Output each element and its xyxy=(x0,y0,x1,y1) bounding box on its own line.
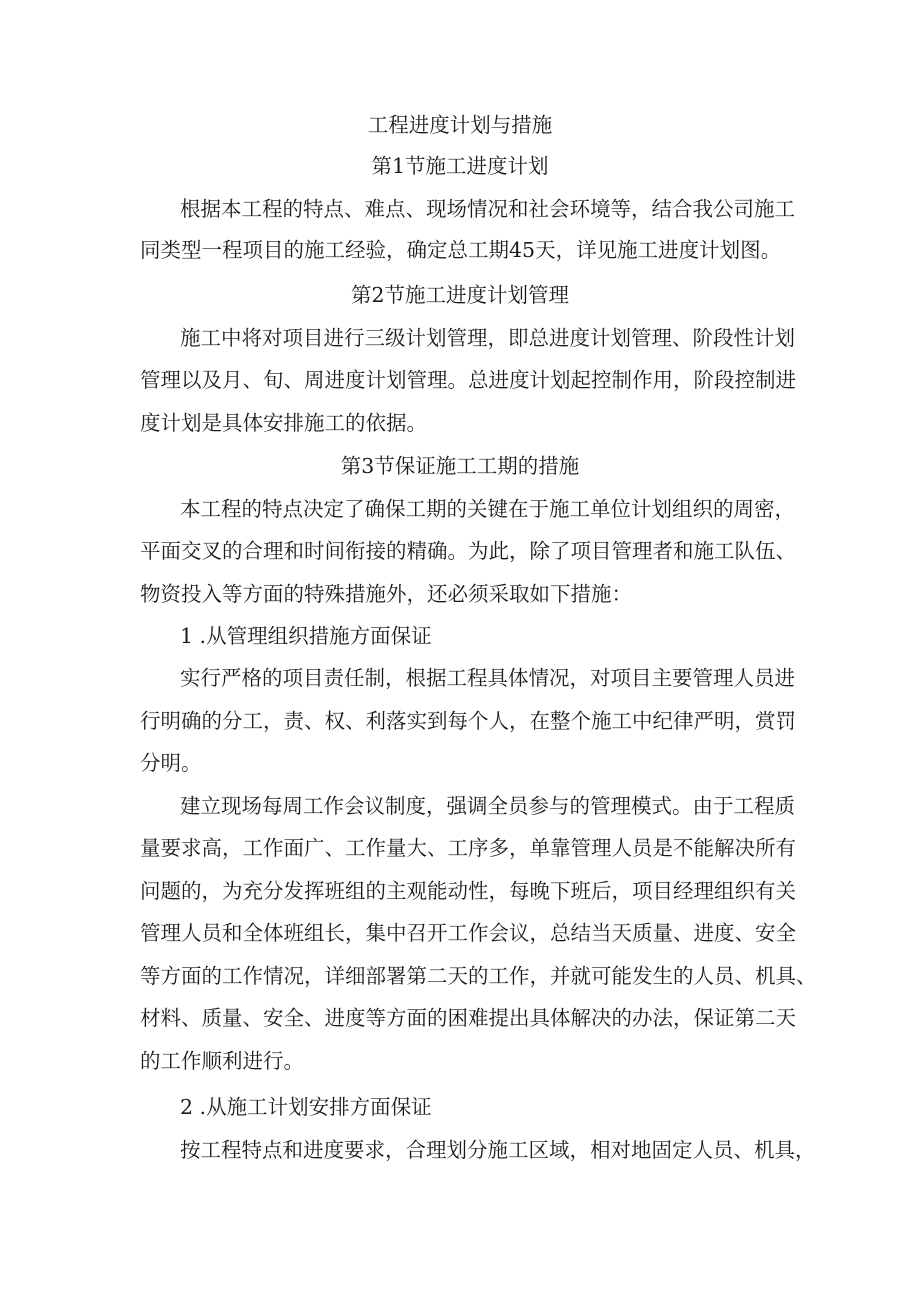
section-3-intro-line-2: 平面交叉的合理和时间衔接的精确。为此，除了项目管理者和施工队伍、 xyxy=(140,539,796,563)
section-3-intro-line-1: 本工程的特点决定了确保工期的关键在于施工单位计划组织的周密， xyxy=(180,497,795,521)
item-1-para-2-line-4: 管理人员和全体班组长，集中召开工作会议，总结当天质量、进度、安全 xyxy=(140,921,796,945)
item-2-para-1-line-1: 按工程特点和进度要求，合理划分施工区域，相对地固定人员、机具， xyxy=(180,1138,816,1162)
item-1-para-2-line-3: 问题的，为充分发挥班组的主观能动性，每晚下班后，项目经理组织有关 xyxy=(140,879,796,903)
section-3-heading: 第3节保证施工工期的措施 xyxy=(340,454,580,478)
item-1-para-2-line-6: 材料、质量、安全、进度等方面的困难提出具体解决的办法，保证第二天 xyxy=(140,1006,796,1030)
item-1-para-2-line-5: 等方面的工作情况，详细部署第二天的工作，并就可能发生的人员、机具、 xyxy=(140,964,817,988)
section-2-heading: 第2节施工进度计划管理 xyxy=(350,283,570,307)
item-1-para-2-line-2: 量要求高，工作面广、工作量大、工序多，单靠管理人员是不能解决所有 xyxy=(140,836,796,860)
item-1-para-2-line-7: 的工作顺利进行。 xyxy=(140,1049,304,1073)
document-title: 工程进度计划与措施 xyxy=(367,113,553,137)
item-1-para-1-line-2: 行明确的分工，责、权、利落实到每个人，在整个施工中纪律严明，赏罚 xyxy=(140,709,796,733)
section-2-line-3: 度计划是具体安排施工的依据。 xyxy=(140,411,427,435)
item-1-heading: 1 .从管理组织措施方面保证 xyxy=(180,624,432,648)
section-2-line-1: 施工中将对项目进行三级计划管理，即总进度计划管理、阶段性计划 xyxy=(180,326,795,350)
item-1-para-1-line-1: 实行严格的项目责任制，根据工程具体情况，对项目主要管理人员进 xyxy=(180,666,795,690)
section-3-intro-line-3: 物资投入等方面的特殊措施外，还必须采取如下措施： xyxy=(140,582,632,606)
item-2-heading: 2 .从施工计划安排方面保证 xyxy=(180,1095,432,1119)
item-1-para-2-line-1: 建立现场每周工作会议制度，强调全员参与的管理模式。由于工程质 xyxy=(180,794,795,818)
section-1-line-2: 同类型一程项目的施工经验，确定总工期45天，详见施工进度计划图。 xyxy=(140,238,782,262)
item-1-para-1-line-3: 分明。 xyxy=(140,751,202,775)
section-1-line-1: 根据本工程的特点、难点、现场情况和社会环境等，结合我公司施工 xyxy=(180,197,795,221)
section-2-line-2: 管理以及月、旬、周进度计划管理。总进度计划起控制作用，阶段控制进 xyxy=(140,368,796,392)
section-1-heading: 第1节施工进度计划 xyxy=(371,154,549,178)
